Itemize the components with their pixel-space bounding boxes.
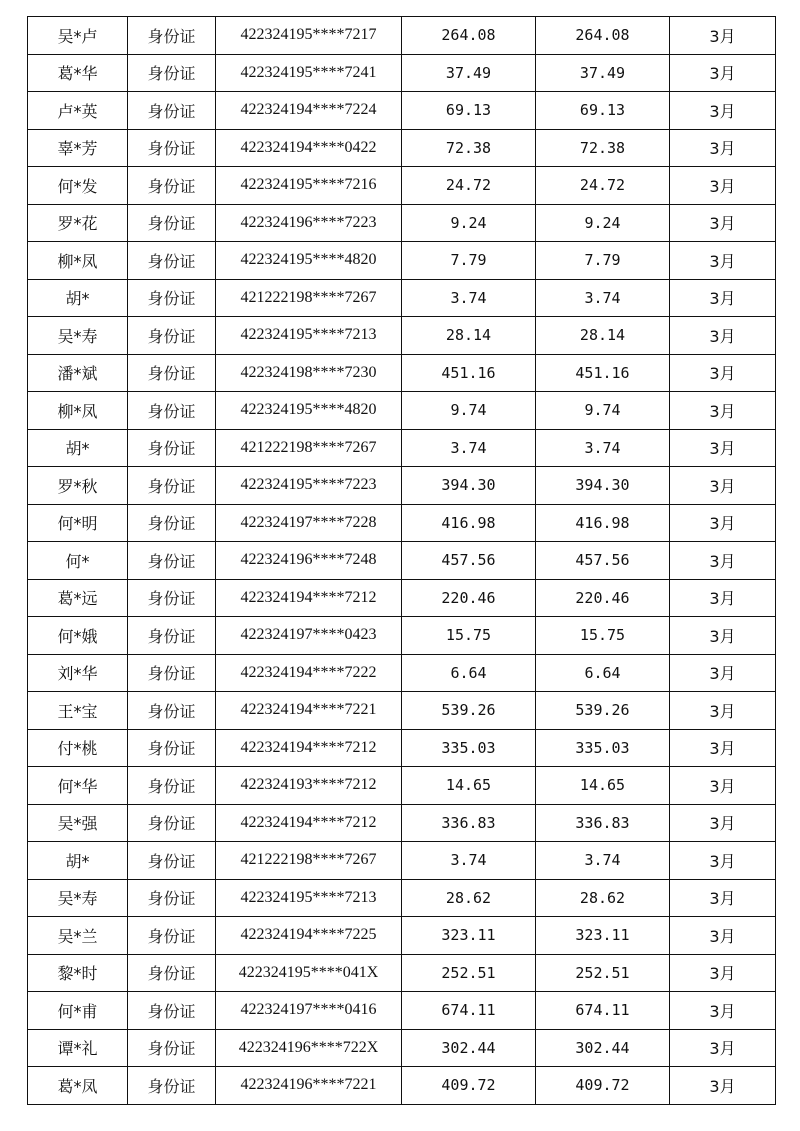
table-row [28, 954, 776, 992]
cell-name: 吴*寿 [28, 317, 128, 355]
cell-name: 柳*凤 [28, 392, 128, 430]
table-row [28, 579, 776, 617]
cell-month: 3月 [670, 429, 776, 467]
table-row [28, 242, 776, 280]
cell-amount-paid: 457.56 [536, 542, 670, 580]
cell-month: 3月 [670, 17, 776, 55]
cell-amount: 674.11 [402, 992, 536, 1030]
cell-name: 何*华 [28, 767, 128, 805]
cell-amount: 3.74 [402, 279, 536, 317]
cell-id-type: 身份证 [128, 804, 216, 842]
cell-id-type: 身份证 [128, 542, 216, 580]
cell-amount-paid: 451.16 [536, 354, 670, 392]
cell-id-type: 身份证 [128, 204, 216, 242]
cell-id-number: 422324198****7230 [216, 354, 402, 392]
cell-amount: 416.98 [402, 504, 536, 542]
cell-id-type: 身份证 [128, 279, 216, 317]
cell-id-number: 422324194****7225 [216, 917, 402, 955]
cell-name: 葛*华 [28, 54, 128, 92]
table-row [28, 129, 776, 167]
cell-id-number: 422324194****7212 [216, 729, 402, 767]
cell-id-number: 422324196****7223 [216, 204, 402, 242]
table-row [28, 917, 776, 955]
cell-amount: 7.79 [402, 242, 536, 280]
cell-id-type: 身份证 [128, 54, 216, 92]
table-row [28, 842, 776, 880]
table-row [28, 279, 776, 317]
cell-amount: 264.08 [402, 17, 536, 55]
cell-amount: 451.16 [402, 354, 536, 392]
cell-id-type: 身份证 [128, 167, 216, 205]
cell-amount-paid: 409.72 [536, 1067, 670, 1105]
cell-amount: 24.72 [402, 167, 536, 205]
cell-amount: 302.44 [402, 1029, 536, 1067]
cell-month: 3月 [670, 954, 776, 992]
cell-id-type: 身份证 [128, 954, 216, 992]
cell-id-number: 422324195****7223 [216, 467, 402, 505]
table-row [28, 167, 776, 205]
cell-amount-paid: 24.72 [536, 167, 670, 205]
cell-month: 3月 [670, 992, 776, 1030]
cell-id-type: 身份证 [128, 317, 216, 355]
table-row [28, 467, 776, 505]
cell-amount: 394.30 [402, 467, 536, 505]
cell-id-type: 身份证 [128, 1029, 216, 1067]
cell-name: 付*桃 [28, 729, 128, 767]
cell-id-type: 身份证 [128, 992, 216, 1030]
cell-name: 潘*斌 [28, 354, 128, 392]
cell-name: 何*发 [28, 167, 128, 205]
table-row [28, 1067, 776, 1105]
cell-amount: 14.65 [402, 767, 536, 805]
cell-id-number: 422324196****722X [216, 1029, 402, 1067]
cell-name: 刘*华 [28, 654, 128, 692]
table-row [28, 542, 776, 580]
cell-id-number: 422324195****7216 [216, 167, 402, 205]
cell-amount-paid: 6.64 [536, 654, 670, 692]
table-row [28, 617, 776, 655]
cell-amount: 28.62 [402, 879, 536, 917]
cell-month: 3月 [670, 842, 776, 880]
cell-amount: 3.74 [402, 842, 536, 880]
cell-name: 胡* [28, 429, 128, 467]
cell-amount-paid: 674.11 [536, 992, 670, 1030]
cell-name: 王*宝 [28, 692, 128, 730]
cell-amount-paid: 14.65 [536, 767, 670, 805]
table-row [28, 879, 776, 917]
table-row [28, 17, 776, 55]
table-row [28, 92, 776, 130]
cell-id-number: 422324194****7224 [216, 92, 402, 130]
cell-amount-paid: 220.46 [536, 579, 670, 617]
cell-name: 罗*花 [28, 204, 128, 242]
cell-amount-paid: 9.74 [536, 392, 670, 430]
cell-id-number: 422324194****7212 [216, 804, 402, 842]
cell-name: 何*明 [28, 504, 128, 542]
cell-month: 3月 [670, 467, 776, 505]
cell-id-number: 422324195****7213 [216, 879, 402, 917]
cell-name: 胡* [28, 842, 128, 880]
cell-amount: 335.03 [402, 729, 536, 767]
cell-month: 3月 [670, 317, 776, 355]
cell-month: 3月 [670, 654, 776, 692]
cell-month: 3月 [670, 1067, 776, 1105]
table-row [28, 429, 776, 467]
cell-name: 胡* [28, 279, 128, 317]
cell-id-type: 身份证 [128, 842, 216, 880]
cell-amount-paid: 416.98 [536, 504, 670, 542]
cell-amount-paid: 252.51 [536, 954, 670, 992]
cell-id-type: 身份证 [128, 1067, 216, 1105]
table-row [28, 1029, 776, 1067]
cell-amount: 252.51 [402, 954, 536, 992]
cell-amount-paid: 28.62 [536, 879, 670, 917]
cell-id-number: 421222198****7267 [216, 429, 402, 467]
cell-amount: 69.13 [402, 92, 536, 130]
table-row [28, 54, 776, 92]
cell-amount: 28.14 [402, 317, 536, 355]
cell-id-type: 身份证 [128, 917, 216, 955]
cell-amount: 539.26 [402, 692, 536, 730]
cell-id-number: 422324194****7212 [216, 579, 402, 617]
cell-amount-paid: 336.83 [536, 804, 670, 842]
cell-amount: 409.72 [402, 1067, 536, 1105]
cell-id-number: 422324195****4820 [216, 242, 402, 280]
cell-month: 3月 [670, 1029, 776, 1067]
cell-amount: 3.74 [402, 429, 536, 467]
table-row [28, 729, 776, 767]
cell-amount-paid: 15.75 [536, 617, 670, 655]
cell-month: 3月 [670, 129, 776, 167]
cell-month: 3月 [670, 504, 776, 542]
table-row [28, 692, 776, 730]
cell-id-number: 422324195****7217 [216, 17, 402, 55]
cell-month: 3月 [670, 204, 776, 242]
cell-id-number: 422324196****7221 [216, 1067, 402, 1105]
cell-month: 3月 [670, 692, 776, 730]
subsidy-table [27, 16, 776, 1105]
cell-amount-paid: 7.79 [536, 242, 670, 280]
cell-id-type: 身份证 [128, 467, 216, 505]
cell-id-type: 身份证 [128, 654, 216, 692]
table-row [28, 654, 776, 692]
cell-id-type: 身份证 [128, 242, 216, 280]
table-row [28, 804, 776, 842]
cell-name: 吴*强 [28, 804, 128, 842]
cell-id-number: 422324194****0422 [216, 129, 402, 167]
cell-name: 吴*寿 [28, 879, 128, 917]
table-row [28, 767, 776, 805]
cell-name: 葛*凤 [28, 1067, 128, 1105]
cell-amount: 9.74 [402, 392, 536, 430]
cell-id-number: 422324195****4820 [216, 392, 402, 430]
cell-id-type: 身份证 [128, 129, 216, 167]
cell-name: 吴*卢 [28, 17, 128, 55]
cell-amount-paid: 28.14 [536, 317, 670, 355]
table-row [28, 204, 776, 242]
cell-amount-paid: 37.49 [536, 54, 670, 92]
cell-id-number: 422324197****0423 [216, 617, 402, 655]
data-table-container [27, 16, 776, 1105]
cell-amount-paid: 539.26 [536, 692, 670, 730]
cell-amount-paid: 3.74 [536, 279, 670, 317]
cell-id-number: 422324197****7228 [216, 504, 402, 542]
cell-amount: 6.64 [402, 654, 536, 692]
cell-id-number: 422324193****7212 [216, 767, 402, 805]
cell-name: 辜*芳 [28, 129, 128, 167]
cell-amount: 336.83 [402, 804, 536, 842]
cell-id-number: 422324195****7213 [216, 317, 402, 355]
table-row [28, 317, 776, 355]
cell-amount-paid: 302.44 [536, 1029, 670, 1067]
cell-name: 谭*礼 [28, 1029, 128, 1067]
cell-id-type: 身份证 [128, 92, 216, 130]
cell-name: 葛*远 [28, 579, 128, 617]
cell-amount: 323.11 [402, 917, 536, 955]
cell-id-type: 身份证 [128, 692, 216, 730]
cell-id-number: 422324194****7222 [216, 654, 402, 692]
cell-name: 卢*英 [28, 92, 128, 130]
cell-month: 3月 [670, 579, 776, 617]
cell-amount-paid: 323.11 [536, 917, 670, 955]
cell-id-type: 身份证 [128, 17, 216, 55]
cell-month: 3月 [670, 92, 776, 130]
cell-amount-paid: 3.74 [536, 842, 670, 880]
cell-id-type: 身份证 [128, 729, 216, 767]
cell-id-number: 422324195****041X [216, 954, 402, 992]
cell-name: 罗*秋 [28, 467, 128, 505]
cell-month: 3月 [670, 242, 776, 280]
cell-id-type: 身份证 [128, 429, 216, 467]
cell-id-number: 421222198****7267 [216, 842, 402, 880]
cell-month: 3月 [670, 729, 776, 767]
cell-amount-paid: 9.24 [536, 204, 670, 242]
cell-amount-paid: 69.13 [536, 92, 670, 130]
cell-id-number: 422324194****7221 [216, 692, 402, 730]
cell-amount-paid: 394.30 [536, 467, 670, 505]
cell-month: 3月 [670, 917, 776, 955]
cell-amount: 457.56 [402, 542, 536, 580]
cell-id-number: 421222198****7267 [216, 279, 402, 317]
cell-month: 3月 [670, 167, 776, 205]
cell-amount: 220.46 [402, 579, 536, 617]
cell-name: 何*娥 [28, 617, 128, 655]
cell-amount-paid: 3.74 [536, 429, 670, 467]
table-row [28, 354, 776, 392]
cell-month: 3月 [670, 279, 776, 317]
cell-amount-paid: 335.03 [536, 729, 670, 767]
cell-id-type: 身份证 [128, 354, 216, 392]
cell-id-type: 身份证 [128, 617, 216, 655]
cell-name: 柳*凤 [28, 242, 128, 280]
cell-id-type: 身份证 [128, 879, 216, 917]
cell-month: 3月 [670, 879, 776, 917]
cell-name: 黎*时 [28, 954, 128, 992]
table-row [28, 504, 776, 542]
cell-id-type: 身份证 [128, 504, 216, 542]
cell-name: 何*甫 [28, 992, 128, 1030]
cell-name: 何* [28, 542, 128, 580]
cell-amount-paid: 264.08 [536, 17, 670, 55]
cell-id-number: 422324196****7248 [216, 542, 402, 580]
cell-amount: 72.38 [402, 129, 536, 167]
cell-month: 3月 [670, 354, 776, 392]
cell-id-type: 身份证 [128, 392, 216, 430]
cell-month: 3月 [670, 54, 776, 92]
table-row [28, 392, 776, 430]
table-body [28, 17, 776, 1105]
cell-amount: 9.24 [402, 204, 536, 242]
cell-month: 3月 [670, 617, 776, 655]
cell-id-type: 身份证 [128, 767, 216, 805]
cell-amount: 15.75 [402, 617, 536, 655]
cell-id-number: 422324197****0416 [216, 992, 402, 1030]
cell-id-type: 身份证 [128, 579, 216, 617]
cell-amount-paid: 72.38 [536, 129, 670, 167]
cell-amount: 37.49 [402, 54, 536, 92]
cell-name: 吴*兰 [28, 917, 128, 955]
cell-month: 3月 [670, 542, 776, 580]
table-row [28, 992, 776, 1030]
cell-id-number: 422324195****7241 [216, 54, 402, 92]
cell-month: 3月 [670, 767, 776, 805]
cell-month: 3月 [670, 804, 776, 842]
cell-month: 3月 [670, 392, 776, 430]
